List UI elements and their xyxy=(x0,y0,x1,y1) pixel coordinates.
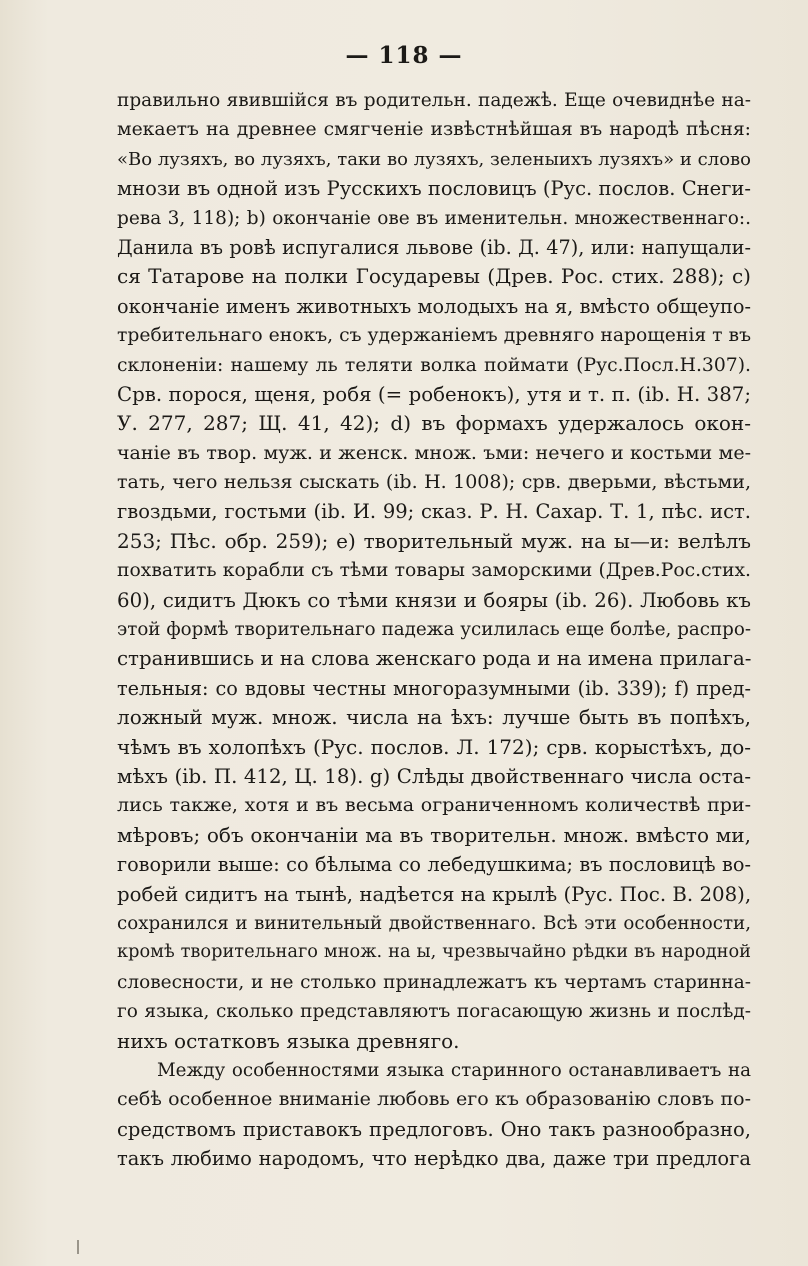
text-line: такъ любимо народомъ, что нерѣдко два, даже три предлога xyxy=(117,1147,751,1171)
text-line: словесности, и не столько принадлежатъ къ чертамъ старинна- xyxy=(117,971,751,993)
text-line: 60), сидитъ Дюкъ со тѣми князи и бояры (ib. 26). Любовь къ xyxy=(117,588,751,612)
text-line: этой формѣ творительнаго падежа усилилась еще болѣе, распро- xyxy=(117,619,751,641)
text-line: У. 277, 287; Щ. 41, 42); d) въ формахъ удержалось окон- xyxy=(117,411,751,436)
page-number: — 118 — xyxy=(345,42,463,69)
text-line: робей сидитъ на тынѣ, надѣется на крылѣ (Рус. Пос. В. 208), xyxy=(117,882,752,906)
text-line: лись также, хотя и въ весьма ограниченномъ количествѣ при- xyxy=(117,794,751,817)
text-line: правильно явившійся въ родительн. падежѣ. Еще очевиднѣе на- xyxy=(117,90,751,111)
body-text xyxy=(117,86,751,1173)
paragraph-start-line: Между особенностями языка старинного останавливаетъ на xyxy=(157,1059,751,1081)
text-line: кромѣ творительнаго множ. на ы, чрезвычайно рѣдки въ народной xyxy=(117,942,751,963)
text-line: средствомъ приставокъ предлоговъ. Оно такъ разнообразно, xyxy=(117,1117,751,1141)
margin-mark xyxy=(77,1240,79,1254)
text-line: мнози въ одной изъ Русскихъ пословицъ (Рус. послов. Снеги- xyxy=(117,177,751,201)
text-line: похватить корабли съ тѣми товары заморскими (Древ.Рос.стих. xyxy=(117,560,751,582)
text-line: гвоздьми, гостьми (ib. И. 99; сказ. Р. Н. Сахар. Т. 1, пѣс. ист. xyxy=(117,500,751,524)
text-line: мѣхъ (ib. П. 412, Ц. 18). g) Слѣды двойственнаго числа оста- xyxy=(117,764,751,788)
text-line: ся Татарове на полки Государевы (Древ. Рос. стих. 288); c) xyxy=(117,264,751,289)
text-line: го языка, сколько представляютъ погасающую жизнь и послѣд- xyxy=(117,1001,751,1023)
text-line: чѣмъ въ холопѣхъ (Рус. послов. Л. 172); срв. корыстѣхъ, до- xyxy=(117,734,751,759)
text-line: требительнаго енокъ, съ удержаніемъ древняго нарощенія т въ xyxy=(117,325,751,347)
text-line: тельныя: со вдовы честны многоразумными (ib. 339); f) пред- xyxy=(117,676,751,700)
text-line: мѣровъ; объ окончаніи ма въ творительн. множ. вмѣсто ми, xyxy=(117,822,751,847)
text-line: окончаніе именъ животныхъ молодыхъ на я, вмѣсто общеупо- xyxy=(117,294,751,318)
text-line: ложный муж. множ. числа на ѣхъ: лучше быть въ попѣхъ, xyxy=(117,705,751,730)
text-line: мекаетъ на древнее смягченіе извѣстнѣйшая въ народѣ пѣсня: xyxy=(117,119,751,141)
text-line: говорили выше: со бѣлыма со лебедушкима; въ пословицѣ во- xyxy=(117,853,751,877)
text-line: Данила въ ровѣ испугалися львове (ib. Д. 47), или: напущали- xyxy=(117,235,751,259)
text-line: тать, чего нельзя сыскать (ib. Н. 1008); срв. дверьми, вѣстьми, xyxy=(117,471,751,494)
text-line: «Во лузяхъ, во лузяхъ, таки во лузяхъ, зеленыихъ лузяхъ» и слово xyxy=(117,148,751,170)
paragraph-end-line: нихъ остатковъ языка древняго. xyxy=(117,1028,460,1053)
text-line: рева 3, 118); b) окончаніе ове въ именительн. множественнаго:. xyxy=(117,207,751,229)
text-line: себѣ особенное вниманіе любовь его къ образованію словъ по- xyxy=(117,1088,751,1111)
text-line: чаніе въ твор. муж. и женск. множ. ъми: нечего и костьми ме- xyxy=(117,441,751,464)
text-line: склоненіи: нашему ль теляти волка поймати (Рус.Посл.Н.307). xyxy=(117,354,751,376)
text-line: Срв. порося, щеня, робя (= робенокъ), утя и т. п. (ib. Н. 387; xyxy=(117,382,751,406)
text-line: сохранился и винительный двойственнаго. Всѣ эти особенности, xyxy=(117,912,751,934)
text-line: 253; Пѣс. обр. 259); e) творительный муж. на ы—и: велѣлъ xyxy=(117,528,751,553)
text-line: странившись и на слова женскаго рода и на имена прилага- xyxy=(117,647,752,671)
